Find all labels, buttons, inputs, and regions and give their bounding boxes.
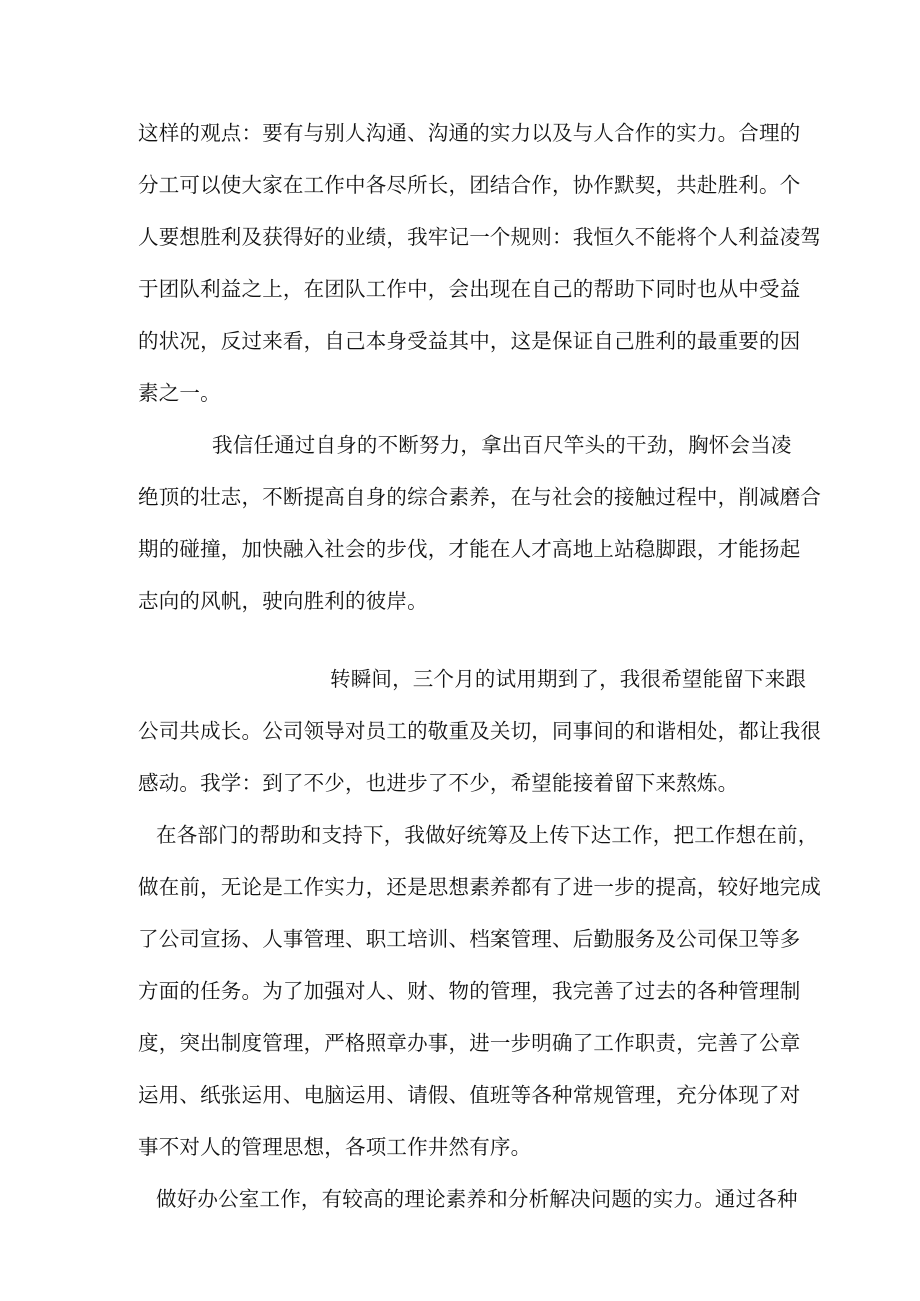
paragraph-4-line-6: 运用、纸张运用、电脑运用、请假、值班等各种常规管理，充分体现了对: [138, 1083, 801, 1107]
paragraph-2-line-3: 期的碰撞，加快融入社会的步伐，才能在人才高地上站稳脚跟，才能扬起: [138, 537, 801, 561]
paragraph-4-line-4: 方面的任务。为了加强对人、财、物的管理，我完善了过去的各种管理制: [138, 979, 801, 1003]
paragraph-4-line-3: 了公司宣扬、人事管理、职工培训、档案管理、后勤服务及公司保卫等多: [138, 927, 801, 951]
paragraph-1-line-6: 素之一。: [138, 381, 221, 405]
paragraph-4-line-7: 事不对人的管理思想，各项工作井然有序。: [138, 1135, 532, 1159]
paragraph-1-line-2: 分工可以使大家在工作中各尽所长，团结合作，协作默契，共赴胜利。个: [138, 173, 801, 197]
paragraph-3-line-2: 公司共成长。公司领导对员工的敬重及关切，同事间的和谐相处，都让我很: [138, 719, 822, 743]
paragraph-4-line-2: 做在前，无论是工作实力，还是思想素养都有了进一步的提高，较好地完成: [138, 875, 822, 899]
paragraph-2-line-1: 我信任通过自身的不断努力，拿出百尺竿头的干劲，胸怀会当凌: [212, 433, 792, 457]
paragraph-2-line-2: 绝顶的壮志，不断提高自身的综合素养，在与社会的接触过程中，削减磨合: [138, 485, 822, 509]
paragraph-1-line-1: 这样的观点：要有与别人沟通、沟通的实力以及与人合作的实力。合理的: [138, 121, 801, 145]
paragraph-3-line-1: 转瞬间，三个月的试用期到了，我很希望能留下来跟: [330, 667, 807, 691]
paragraph-5-line-1: 做好办公室工作，有较高的理论素养和分析解决问题的实力。通过各种: [156, 1187, 798, 1211]
paragraph-4-line-1: 在各部门的帮助和支持下，我做好统筹及上传下达工作，把工作想在前，: [156, 823, 819, 847]
paragraph-1-line-5: 的状况，反过来看，自己本身受益其中，这是保证自己胜利的最重要的因: [138, 329, 801, 353]
paragraph-4-line-5: 度，突出制度管理，严格照章办事，进一步明确了工作职责，完善了公章: [138, 1031, 801, 1055]
paragraph-1-line-3: 人要想胜利及获得好的业绩，我牢记一个规则：我恒久不能将个人利益凌驾: [138, 225, 822, 249]
paragraph-2-line-4: 志向的风帆，驶向胜利的彼岸。: [138, 589, 428, 613]
paragraph-3-line-3: 感动。我学：到了不少，也进步了不少，希望能接着留下来熬炼。: [138, 771, 739, 795]
paragraph-1-line-4: 于团队利益之上，在团队工作中，会出现在自己的帮助下同时也从中受益: [138, 277, 801, 301]
